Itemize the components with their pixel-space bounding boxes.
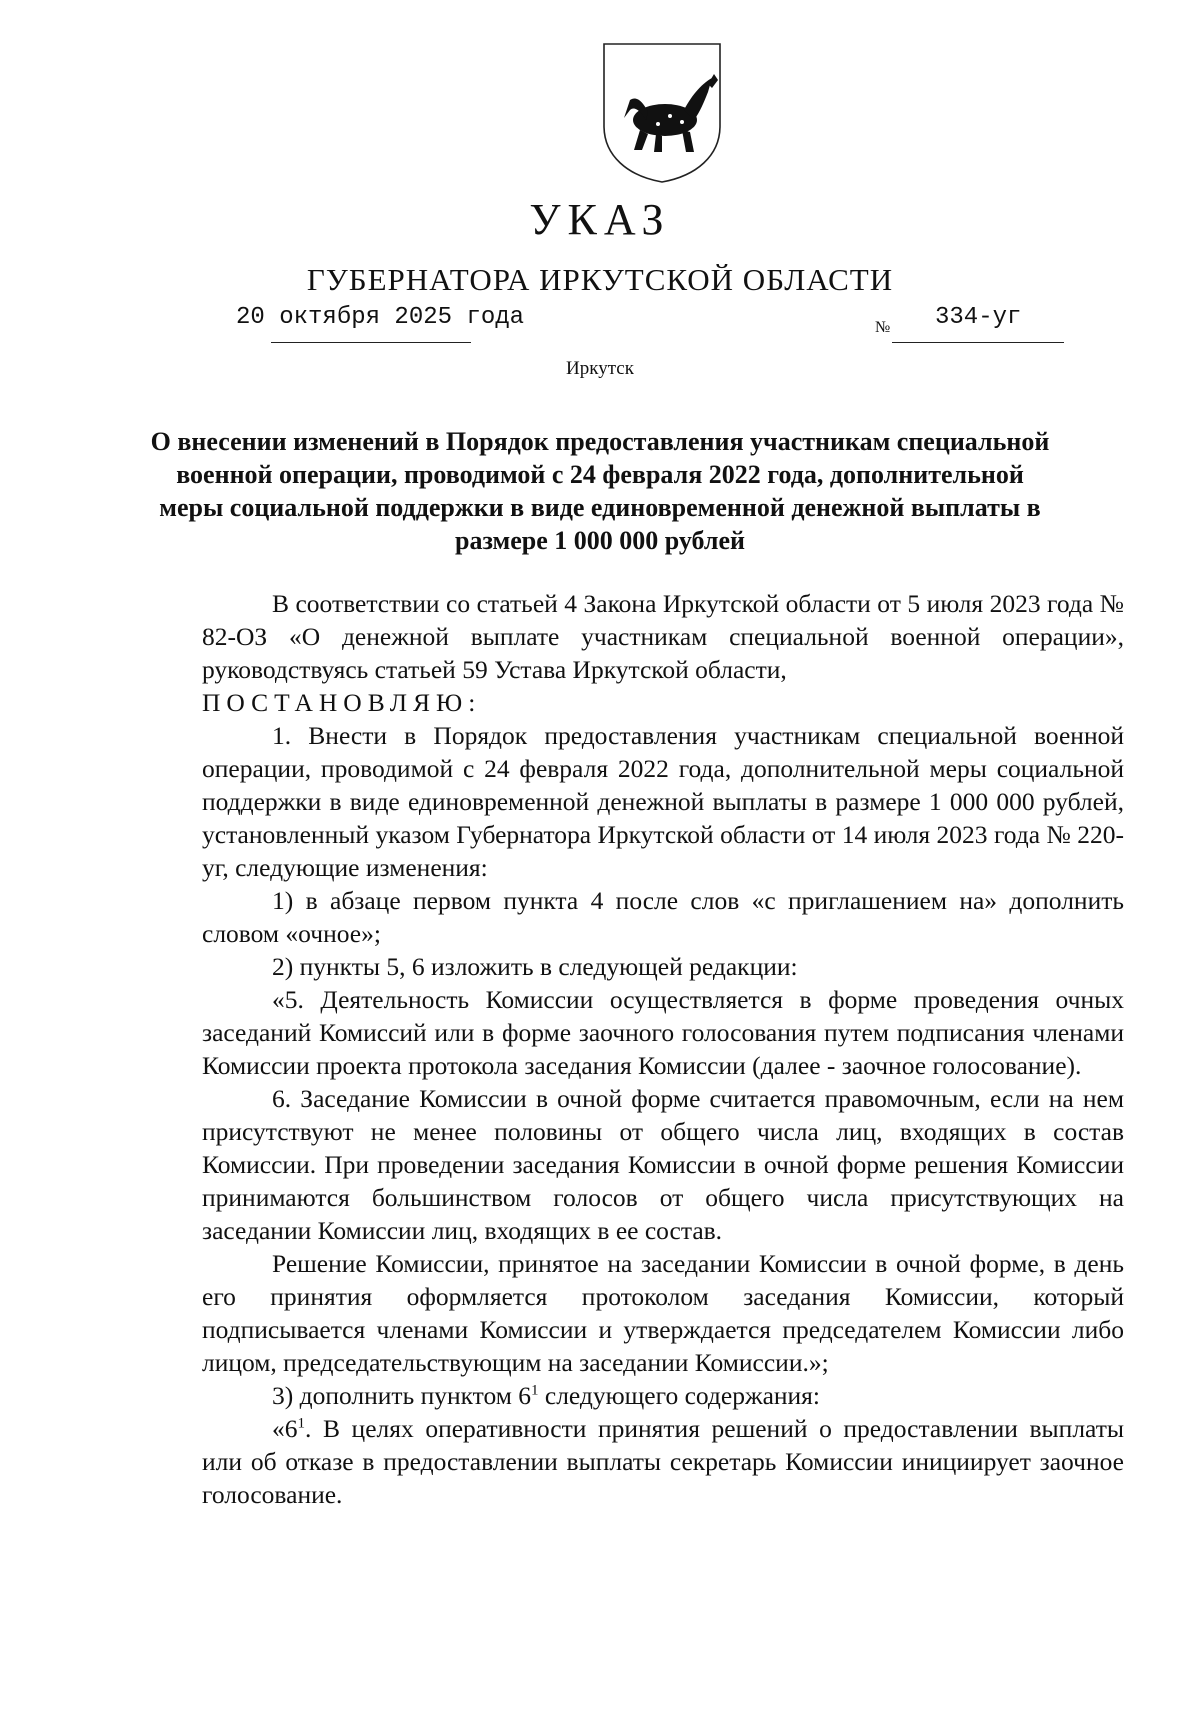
- paragraph-point-5: «5. Деятельность Комиссии осуществляется в форме проведения очных заседаний Комиссий или в форме заочного голосования путем подписания членами Комиссии проекта протокола заседания Комиссии (далее - заочное голосование).: [202, 985, 1124, 1080]
- decree-heading: О внесении изменений в Порядок предоставления участникам специальной военной операции, проводимой с 24 февраля 2022 года, дополнительной меры социальной поддержки в виде единовременной денежной выплаты в размере 1 000 000 рублей: [150, 427, 1050, 555]
- paragraph-preamble: В соответствии со статьей 4 Закона Иркутской области от 5 июля 2023 года № 82-ОЗ «О денежной выплате участникам специальной военной операции», руководствуясь статьей 59 Устава Иркутской области,: [202, 589, 1124, 684]
- paragraph-decree-keyword: ПОСТАНОВЛЯЮ:: [202, 688, 482, 717]
- paragraph-subitem-1: 1) в абзаце первом пункта 4 после слов «с приглашением на» дополнить словом «очное»;: [202, 886, 1124, 948]
- decree-issuer: ГУБЕРНАТОРА ИРКУТСКОЙ ОБЛАСТИ: [306, 262, 894, 297]
- paragraph-point-6: 6. Заседание Комиссии в очной форме считается правомочным, если на нем присутствуют не менее половины от общего числа лиц, входящих в состав Комиссии. При проведении заседания Комиссии в очной форме решения Комиссии принимаются большинством голосов от общего числа присутствующих на заседании Комиссии лиц, входящих в ее состав.: [202, 1084, 1124, 1245]
- decree-city: Иркутск: [566, 358, 634, 379]
- decree-body: [202, 587, 1124, 1511]
- point-6-1-text-start: «6: [272, 1414, 298, 1443]
- number-underline: [892, 342, 1064, 343]
- irkutsk-coat-of-arms-icon: [600, 40, 724, 185]
- decree-title: УКАЗ: [529, 195, 671, 244]
- point-6-1-text-end: . В целях оперативности принятия решений о предоставлении выплаты или об отказе в предоставлении выплаты секретарь Комиссии инициирует заочное голосование.: [202, 1414, 1124, 1509]
- date-underline: [271, 342, 471, 343]
- paragraph-point-6-1: [202, 1412, 1124, 1511]
- paragraph-item-1: 1. Внести в Порядок предоставления участникам специальной военной операции, проводимой с 24 февраля 2022 года, дополнительной меры социальной поддержки в виде единовременной денежной выплаты в размере 1 000 000 рублей, установленный указом Губернатора Иркутской области от 14 июля 2023 года № 220-уг, следующие изменения:: [202, 721, 1124, 882]
- subitem-3-text-start: 3) дополнить пунктом 6: [272, 1381, 531, 1410]
- point-6-1-superscript: 1: [297, 1415, 305, 1432]
- number-sign: №: [875, 319, 891, 336]
- paragraph-subitem-3: [202, 1379, 1124, 1412]
- decree-number: 334-уг: [935, 304, 1022, 331]
- subitem-3-text-end: следующего содержания:: [538, 1381, 820, 1410]
- decree-date: 20 октября 2025 года: [236, 304, 525, 331]
- paragraph-point-6-decision: Решение Комиссии, принятое на заседании Комиссии в очной форме, в день его принятия оформляется протоколом заседания Комиссии, который подписывается членами Комиссии и утверждается председателем Комиссии либо лицом, председательствующим на заседании Комиссии.»;: [202, 1249, 1124, 1377]
- subitem-3-superscript: 1: [531, 1382, 539, 1399]
- paragraph-subitem-2: 2) пункты 5, 6 изложить в следующей редакции:: [272, 952, 798, 981]
